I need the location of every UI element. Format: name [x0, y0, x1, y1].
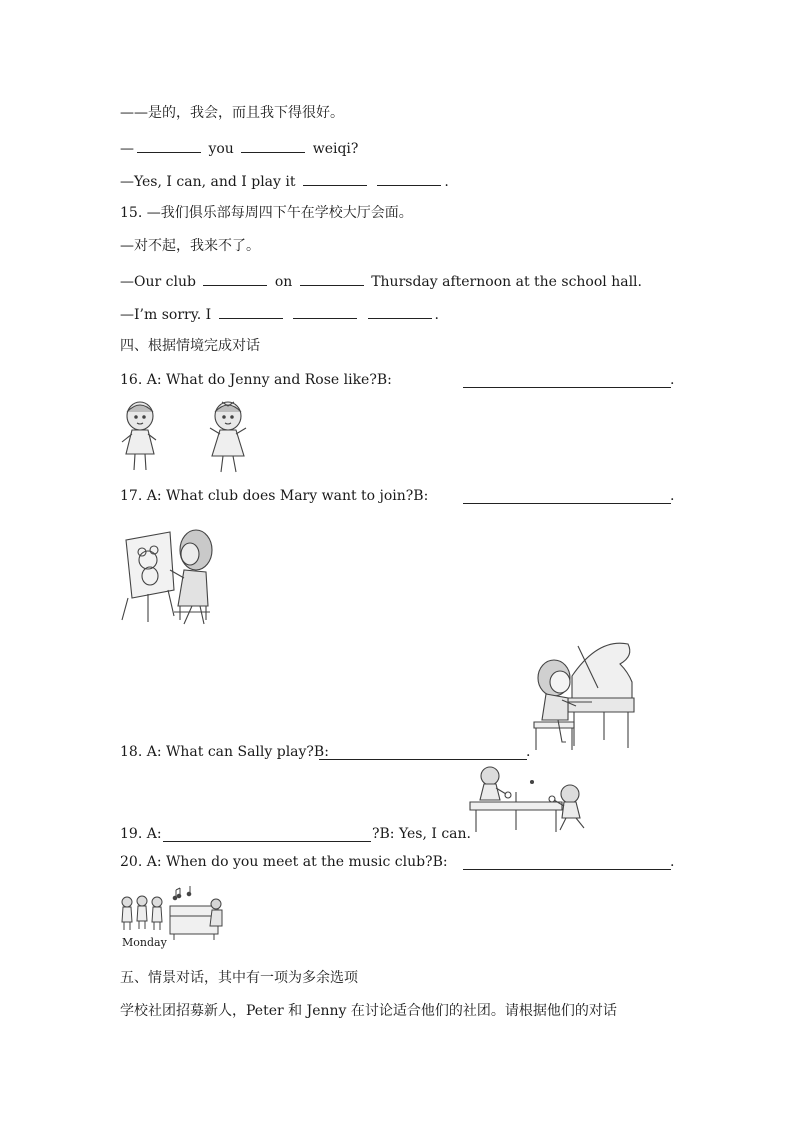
girl-painting-illustration — [118, 520, 218, 626]
dash: — — [120, 141, 134, 157]
answer-blank-17[interactable] — [463, 502, 671, 504]
question-17: 17. A: What club does Mary want to join?B: — [120, 488, 429, 504]
blank[interactable] — [300, 271, 364, 286]
question-line — [120, 138, 358, 158]
ping-pong-illustration — [466, 764, 596, 834]
answer-line — [120, 171, 449, 191]
period: . — [670, 488, 675, 504]
question-19-reply: ?B: Yes, I can. — [372, 826, 471, 842]
answer-line — [120, 304, 439, 324]
answer-blank-18[interactable] — [319, 758, 527, 760]
answer-line-chinese: ——是的，我会，而且我下得很好。 — [120, 105, 344, 121]
answer-blank-19[interactable] — [163, 840, 371, 842]
text: 19. A: — [120, 826, 162, 842]
word: weiqi? — [312, 141, 359, 157]
blank[interactable] — [303, 171, 367, 186]
question-16: 16. A: What do Jenny and Rose like?B: — [120, 372, 392, 388]
period: . — [526, 744, 531, 760]
answer-blank-16[interactable] — [463, 386, 671, 388]
period: . — [434, 307, 439, 323]
blank[interactable] — [377, 171, 441, 186]
text: on — [274, 274, 293, 290]
girl-playing-piano-illustration — [528, 636, 636, 756]
text: —I’m sorry. I — [120, 307, 212, 323]
period: . — [444, 174, 449, 190]
section-5-instructions: 学校社团招募新人，Peter 和 Jenny 在讨论适合他们的社团。请根据他们的对话 — [120, 1003, 617, 1019]
text: Thursday afternoon at the school hall. — [371, 274, 642, 290]
question-15-chinese: 15. —我们俱乐部每周四下午在学校大厅会面。 — [120, 205, 413, 221]
blank[interactable] — [241, 138, 305, 153]
question-20: 20. A: When do you meet at the music club?B: — [120, 854, 448, 870]
reply-chinese: —对不起，我来不了。 — [120, 238, 260, 254]
text: —Yes, I can, and I play it — [120, 174, 296, 190]
monday-caption: Monday — [122, 936, 167, 949]
period: . — [670, 372, 675, 388]
word: you — [208, 141, 234, 157]
two-girls-illustration — [118, 398, 253, 476]
answer-blank-20[interactable] — [463, 868, 671, 870]
question-line — [120, 271, 642, 291]
section-heading-4: 四、根据情境完成对话 — [120, 338, 260, 354]
question-19 — [120, 825, 162, 843]
blank[interactable] — [368, 304, 432, 319]
text: —Our club — [120, 274, 196, 290]
question-18: 18. A: What can Sally play?B: — [120, 744, 329, 760]
blank[interactable] — [203, 271, 267, 286]
section-heading-5: 五、情景对话，其中有一项为多余选项 — [120, 970, 358, 986]
period: . — [670, 854, 675, 870]
music-club-illustration — [118, 884, 230, 940]
blank[interactable] — [293, 304, 357, 319]
blank[interactable] — [219, 304, 283, 319]
blank[interactable] — [137, 138, 201, 153]
